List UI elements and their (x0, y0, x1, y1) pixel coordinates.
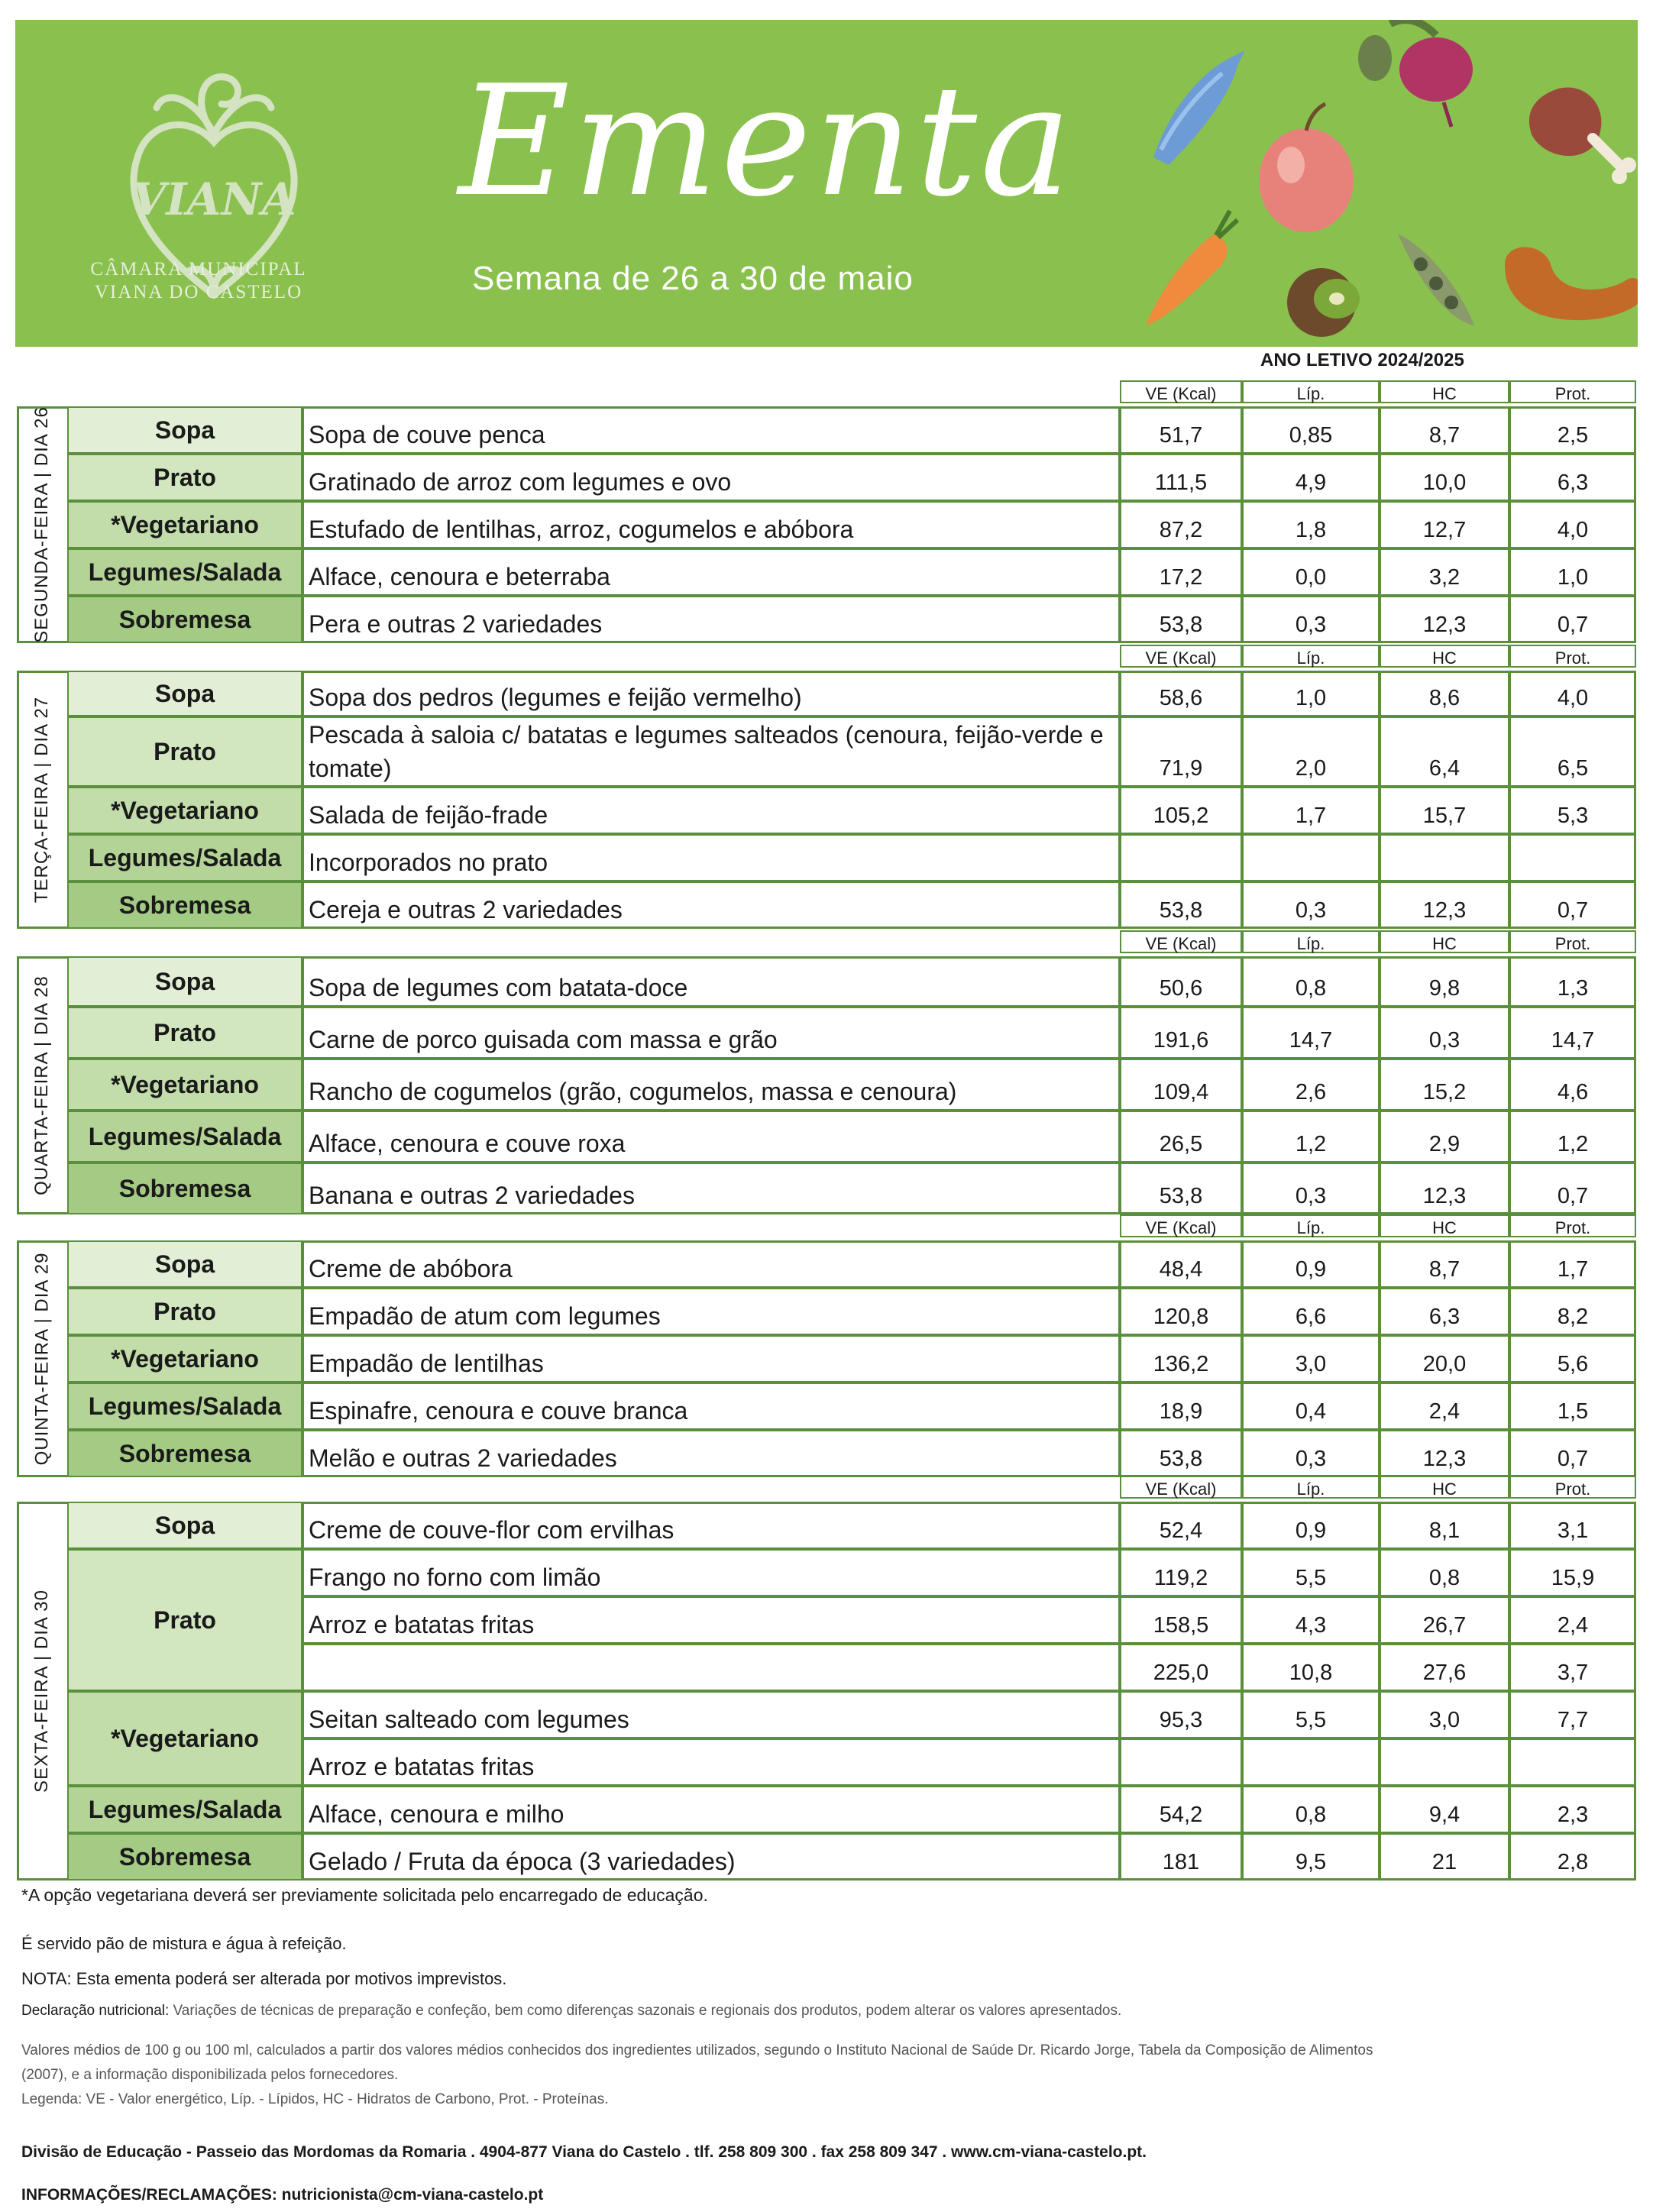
nutrient-ve: 109,4 (1120, 1059, 1242, 1111)
week-subtitle: Semana de 26 a 30 de maio (472, 260, 914, 297)
column-header-lip (1242, 1476, 1380, 1499)
declaration (21, 2003, 1121, 2020)
nutrient-lip: 0,3 (1242, 596, 1380, 643)
nutrient-prot: 7,7 (1509, 1691, 1636, 1738)
column-header-ve (1120, 1476, 1242, 1499)
org-line2: VIANA DO CASTELO (94, 282, 303, 302)
category-cell: Legumes/Salada (67, 1382, 302, 1430)
nutrient-hc: 12,3 (1380, 596, 1509, 643)
nutrient-lip: 0,0 (1242, 548, 1380, 596)
nutrient-hc: 9,4 (1380, 1786, 1509, 1833)
nutrient-ve: 18,9 (1120, 1382, 1242, 1430)
column-header-label: HC (1432, 384, 1457, 403)
nutrient-lip: 3,0 (1242, 1335, 1380, 1382)
category-cell: Prato (67, 1007, 302, 1059)
nutrient-prot: 15,9 (1509, 1549, 1636, 1596)
day-label (17, 1502, 67, 1881)
nutrient-prot: 1,0 (1509, 548, 1636, 596)
kiwi-icon (1287, 268, 1360, 337)
nutrient-lip: 0,9 (1242, 1502, 1380, 1549)
nutrient-ve: 52,4 (1120, 1502, 1242, 1549)
column-header-label: HC (1432, 1480, 1457, 1499)
nutrient-prot: 4,6 (1509, 1059, 1636, 1111)
nutrient-lip: 0,8 (1242, 1786, 1380, 1833)
nutrient-hc: 8,6 (1380, 671, 1509, 716)
valores-line2: (2007), e a informação disponibilizada pelos fornecedores. (21, 2067, 399, 2083)
nutrient-lip: 9,5 (1242, 1833, 1380, 1881)
dish-cell: Salada de feijão-frade (302, 787, 1120, 834)
category-cell: Sobremesa (67, 596, 302, 643)
nutrient-hc: 8,7 (1380, 406, 1509, 454)
column-header-lip (1242, 930, 1380, 953)
category-cell: Sobremesa (67, 1430, 302, 1477)
dish-cell: Banana e outras 2 variedades (302, 1163, 1120, 1214)
column-header-label: Prot. (1554, 1480, 1591, 1499)
nutrient-prot: 14,7 (1509, 1007, 1636, 1059)
nutrient-lip: 0,4 (1242, 1382, 1380, 1430)
column-header-label: Prot. (1554, 648, 1591, 668)
nutrient-hc: 26,7 (1380, 1596, 1509, 1644)
column-header-prot (1509, 1476, 1636, 1499)
nutrient-hc: 6,4 (1380, 716, 1509, 787)
info-contact: INFORMAÇÕES/RECLAMAÇÕES: nutricionista@cm-viana-castelo.pt (21, 2186, 544, 2204)
nutrient-ve: 53,8 (1120, 596, 1242, 643)
nutrient-lip: 0,3 (1242, 1163, 1380, 1214)
column-header-label: VE (Kcal) (1145, 1218, 1217, 1237)
category-cell: Legumes/Salada (67, 834, 302, 881)
nutrient-ve: 71,9 (1120, 716, 1242, 787)
carrot-icon (1146, 211, 1237, 325)
nutrient-ve: 58,6 (1120, 671, 1242, 716)
day-label (17, 406, 67, 643)
nutrient-hc: 15,2 (1380, 1059, 1509, 1111)
nutrient-hc: 10,0 (1380, 454, 1509, 501)
column-header-prot (1509, 645, 1636, 668)
nutrient-ve: 54,2 (1120, 1786, 1242, 1833)
dish-cell: Alface, cenoura e couve roxa (302, 1111, 1120, 1163)
nutrient-prot: 5,6 (1509, 1335, 1636, 1382)
category-cell: Prato (67, 1549, 302, 1691)
dish-cell: Incorporados no prato (302, 834, 1120, 881)
nutrient-prot: 0,7 (1509, 1430, 1636, 1477)
nutrient-ve: 53,8 (1120, 1163, 1242, 1214)
nutrient-ve: 120,8 (1120, 1288, 1242, 1335)
dish-cell: Creme de couve-flor com ervilhas (302, 1502, 1120, 1549)
nutrient-lip: 0,3 (1242, 881, 1380, 929)
nutrient-lip: 4,3 (1242, 1596, 1380, 1644)
nutrient-lip: 1,2 (1242, 1111, 1380, 1163)
column-header-label: HC (1432, 1218, 1457, 1237)
nutrient-lip: 6,6 (1242, 1288, 1380, 1335)
day-label (17, 1240, 67, 1477)
nutrient-ve: 191,6 (1120, 1007, 1242, 1059)
nutrient-prot: 2,4 (1509, 1596, 1636, 1644)
nutrient-ve: 53,8 (1120, 881, 1242, 929)
column-header-label: Prot. (1554, 1218, 1591, 1237)
category-cell: *Vegetariano (67, 787, 302, 834)
column-header-hc (1380, 1214, 1509, 1237)
column-header-hc (1380, 380, 1509, 403)
nutrient-prot: 6,3 (1509, 454, 1636, 501)
fish-icon (1153, 50, 1245, 165)
dish-cell: Seitan salteado com legumes (302, 1691, 1120, 1738)
nutrient-prot: 3,1 (1509, 1502, 1636, 1549)
header-banner (15, 20, 1638, 347)
category-cell: Prato (67, 716, 302, 787)
dish-cell: Sopa de legumes com batata-doce (302, 956, 1120, 1007)
column-header-prot (1509, 380, 1636, 403)
nutrient-ve: 225,0 (1120, 1644, 1242, 1691)
column-header-lip (1242, 645, 1380, 668)
declaration-label: Declaração nutricional: (21, 2003, 170, 2019)
day-label (17, 671, 67, 929)
nutrient-hc: 3,0 (1380, 1691, 1509, 1738)
dish-cell: Arroz e batatas fritas (302, 1738, 1120, 1786)
category-cell: *Vegetariano (67, 1691, 302, 1786)
nutrient-hc: 0,3 (1380, 1007, 1509, 1059)
nutrient-prot: 4,0 (1509, 671, 1636, 716)
nutrient-hc: 2,4 (1380, 1382, 1509, 1430)
dish-cell: Arroz e batatas fritas (302, 1596, 1120, 1644)
nutrient-lip (1242, 1738, 1380, 1786)
dish-cell: Alface, cenoura e beterraba (302, 548, 1120, 596)
column-header-label: VE (Kcal) (1145, 1480, 1217, 1499)
org-line1: CÂMARA MUNICIPAL (90, 259, 307, 280)
legend: Legenda: VE - Valor energético, Líp. - Lípidos, HC - Hidratos de Carbono, Prot. - Proteínas. (21, 2091, 609, 2107)
nutrient-lip: 2,6 (1242, 1059, 1380, 1111)
sausage-icon (1505, 247, 1638, 321)
nutrient-prot: 4,0 (1509, 501, 1636, 548)
column-header-lip (1242, 1214, 1380, 1237)
nutrient-prot: 0,7 (1509, 1163, 1636, 1214)
column-header-label: Prot. (1554, 384, 1591, 403)
dish-cell: Alface, cenoura e milho (302, 1786, 1120, 1833)
nutrient-hc (1380, 1738, 1509, 1786)
org-name (76, 258, 321, 304)
food-illustrations (1115, 20, 1638, 347)
column-header-hc (1380, 1476, 1509, 1499)
category-cell: *Vegetariano (67, 501, 302, 548)
bread-note: É servido pão de mistura e água à refeição. (21, 1934, 347, 1953)
nutrient-lip: 4,9 (1242, 454, 1380, 501)
dish-cell: Empadão de atum com legumes (302, 1288, 1120, 1335)
category-cell: *Vegetariano (67, 1059, 302, 1111)
dish-cell: Sopa dos pedros (legumes e feijão vermelho) (302, 671, 1120, 716)
nutrient-ve: 136,2 (1120, 1335, 1242, 1382)
nutrient-ve: 87,2 (1120, 501, 1242, 548)
nutrient-hc: 9,8 (1380, 956, 1509, 1007)
nutrient-prot: 1,3 (1509, 956, 1636, 1007)
nutrient-ve: 95,3 (1120, 1691, 1242, 1738)
nutrient-hc: 0,8 (1380, 1549, 1509, 1596)
veg-note: *A opção vegetariana deverá ser previamente solicitada pelo encarregado de educação. (21, 1885, 708, 1905)
category-cell: Sopa (67, 956, 302, 1007)
day-label-text: TERÇA-FEIRA | DIA 27 (31, 696, 52, 904)
column-header-ve (1120, 930, 1242, 953)
nutrient-ve (1120, 1738, 1242, 1786)
nutrient-lip: 14,7 (1242, 1007, 1380, 1059)
nutrient-lip: 10,8 (1242, 1644, 1380, 1691)
nutrient-hc: 12,3 (1380, 881, 1509, 929)
dish-cell (302, 1644, 1120, 1691)
column-header-label: VE (Kcal) (1145, 384, 1217, 403)
dish-cell: Pera e outras 2 variedades (302, 596, 1120, 643)
nutrient-prot: 2,3 (1509, 1786, 1636, 1833)
nutrient-ve: 105,2 (1120, 787, 1242, 834)
dish-cell: Carne de porco guisada com massa e grão (302, 1007, 1120, 1059)
nutrient-prot: 2,5 (1509, 406, 1636, 454)
nutrient-prot: 1,2 (1509, 1111, 1636, 1163)
column-header-hc (1380, 930, 1509, 953)
nutrient-ve: 51,7 (1120, 406, 1242, 454)
column-header-ve (1120, 1214, 1242, 1237)
nota-note: NOTA: Esta ementa poderá ser alterada por motivos imprevistos. (21, 1969, 507, 1988)
column-header-lip (1242, 380, 1380, 403)
column-header-label: Líp. (1296, 1218, 1325, 1237)
nutrient-lip: 0,9 (1242, 1240, 1380, 1288)
day-label (17, 956, 67, 1214)
nutrient-ve: 181 (1120, 1833, 1242, 1881)
page-title: Ementa (458, 53, 1075, 231)
nutrient-prot: 2,8 (1509, 1833, 1636, 1881)
dish-cell: Pescada à saloia c/ batatas e legumes salteados (cenoura, feijão-verde e tomate) (302, 716, 1120, 787)
nutrient-ve (1120, 834, 1242, 881)
dish-cell: Gratinado de arroz com legumes e ovo (302, 454, 1120, 501)
nutrient-hc: 21 (1380, 1833, 1509, 1881)
nutrient-prot: 0,7 (1509, 881, 1636, 929)
column-header-label: HC (1432, 648, 1457, 668)
nutrient-lip: 5,5 (1242, 1549, 1380, 1596)
nutrient-hc: 27,6 (1380, 1644, 1509, 1691)
logo-wordmark: VIANA (131, 173, 296, 225)
day-label-text: QUINTA-FEIRA | DIA 29 (31, 1252, 53, 1466)
category-cell: Sopa (67, 406, 302, 454)
category-cell: Legumes/Salada (67, 1111, 302, 1163)
column-header-label: Líp. (1296, 1480, 1325, 1499)
nutrient-lip (1242, 834, 1380, 881)
nutrient-hc (1380, 834, 1509, 881)
nutrient-prot: 1,5 (1509, 1382, 1636, 1430)
nutrient-ve: 48,4 (1120, 1240, 1242, 1288)
nutrient-prot: 6,5 (1509, 716, 1636, 787)
nutrient-lip: 5,5 (1242, 1691, 1380, 1738)
nutrient-prot (1509, 1738, 1636, 1786)
nutrient-hc: 12,3 (1380, 1163, 1509, 1214)
column-header-label: HC (1432, 934, 1457, 953)
dish-cell: Estufado de lentilhas, arroz, cogumelos e abóbora (302, 501, 1120, 548)
dish-cell: Melão e outras 2 variedades (302, 1430, 1120, 1477)
nutrient-lip: 0,8 (1242, 956, 1380, 1007)
day-label-text: SEXTA-FEIRA | DIA 30 (31, 1589, 52, 1793)
nutrient-ve: 53,8 (1120, 1430, 1242, 1477)
day-label-text: QUARTA-FEIRA | DIA 28 (31, 975, 53, 1195)
nutrient-hc: 6,3 (1380, 1288, 1509, 1335)
nutrient-lip: 1,7 (1242, 787, 1380, 834)
nutrient-hc: 12,3 (1380, 1430, 1509, 1477)
dish-cell: Sopa de couve penca (302, 406, 1120, 454)
category-cell: *Vegetariano (67, 1335, 302, 1382)
dish-cell: Empadão de lentilhas (302, 1335, 1120, 1382)
beet-icon (1358, 20, 1473, 127)
nutrient-hc: 20,0 (1380, 1335, 1509, 1382)
nutrient-ve: 119,2 (1120, 1549, 1242, 1596)
nutrient-hc: 2,9 (1380, 1111, 1509, 1163)
dish-cell: Creme de abóbora (302, 1240, 1120, 1288)
category-cell: Sopa (67, 671, 302, 716)
nutrient-prot (1509, 834, 1636, 881)
nutrient-hc: 8,1 (1380, 1502, 1509, 1549)
column-header-label: Prot. (1554, 934, 1591, 953)
nutrient-prot: 8,2 (1509, 1288, 1636, 1335)
nutrient-ve: 50,6 (1120, 956, 1242, 1007)
category-cell: Sopa (67, 1240, 302, 1288)
nutrient-ve: 158,5 (1120, 1596, 1242, 1644)
nutrient-lip: 0,3 (1242, 1430, 1380, 1477)
division-contact: Divisão de Educação - Passeio das Mordomas da Romaria . 4904-877 Viana do Castelo . tlf. 258 809 300 . fax 258 809 347 . www.cm-viana-castelo.pt. (21, 2143, 1147, 2161)
dish-cell: Frango no forno com limão (302, 1549, 1120, 1596)
category-cell: Sopa (67, 1502, 302, 1549)
category-cell: Prato (67, 454, 302, 501)
dish-cell: Espinafre, cenoura e couve branca (302, 1382, 1120, 1430)
column-header-prot (1509, 930, 1636, 953)
nutrient-hc: 8,7 (1380, 1240, 1509, 1288)
day-label-text: SEGUNDA-FEIRA | DIA 26 (31, 406, 52, 643)
nutrient-ve: 17,2 (1120, 548, 1242, 596)
nutrient-lip: 2,0 (1242, 716, 1380, 787)
column-header-hc (1380, 645, 1509, 668)
valores-line1: Valores médios de 100 g ou 100 ml, calculados a partir dos valores médios conhecidos dos ingredientes utilizados, segundo o Instituto Nacional de Saúde Dr. Ricardo Jorge, Tabela da Composição de Alimentos (21, 2042, 1373, 2058)
dish-cell: Gelado / Fruta da época (3 variedades) (302, 1833, 1120, 1881)
column-header-prot (1509, 1214, 1636, 1237)
nutrient-prot: 1,7 (1509, 1240, 1636, 1288)
nutrient-ve: 111,5 (1120, 454, 1242, 501)
column-header-label: Líp. (1296, 934, 1325, 953)
category-cell: Legumes/Salada (67, 548, 302, 596)
column-header-label: VE (Kcal) (1145, 648, 1217, 668)
column-header-label: Líp. (1296, 648, 1325, 668)
category-cell: Sobremesa (67, 881, 302, 929)
chicken-leg-icon (1529, 87, 1636, 184)
nutrient-hc: 15,7 (1380, 787, 1509, 834)
category-cell: Legumes/Salada (67, 1786, 302, 1833)
column-header-label: VE (Kcal) (1145, 934, 1217, 953)
nutrient-prot: 0,7 (1509, 596, 1636, 643)
nutrient-hc: 3,2 (1380, 548, 1509, 596)
column-header-label: Líp. (1296, 384, 1325, 403)
nutrient-lip: 1,0 (1242, 671, 1380, 716)
column-header-ve (1120, 645, 1242, 668)
dish-cell: Cereja e outras 2 variedades (302, 881, 1120, 929)
category-cell: Sobremesa (67, 1163, 302, 1214)
nutrient-prot: 5,3 (1509, 787, 1636, 834)
pea-pod-icon (1398, 234, 1474, 325)
school-year: ANO LETIVO 2024/2025 (1260, 350, 1464, 370)
declaration-text: Variações de técnicas de preparação e confeção, bem como diferenças sazonais e regionais dos produtos, podem alterar os valores apresentados. (173, 2003, 1122, 2019)
column-header-ve (1120, 380, 1242, 403)
nutrient-lip: 0,85 (1242, 406, 1380, 454)
category-cell: Prato (67, 1288, 302, 1335)
category-cell: Sobremesa (67, 1833, 302, 1881)
nutrient-ve: 26,5 (1120, 1111, 1242, 1163)
nutrient-hc: 12,7 (1380, 501, 1509, 548)
dish-cell: Rancho de cogumelos (grão, cogumelos, massa e cenoura) (302, 1059, 1120, 1111)
nutrient-prot: 3,7 (1509, 1644, 1636, 1691)
nutrient-lip: 1,8 (1242, 501, 1380, 548)
apple-icon (1259, 104, 1354, 232)
